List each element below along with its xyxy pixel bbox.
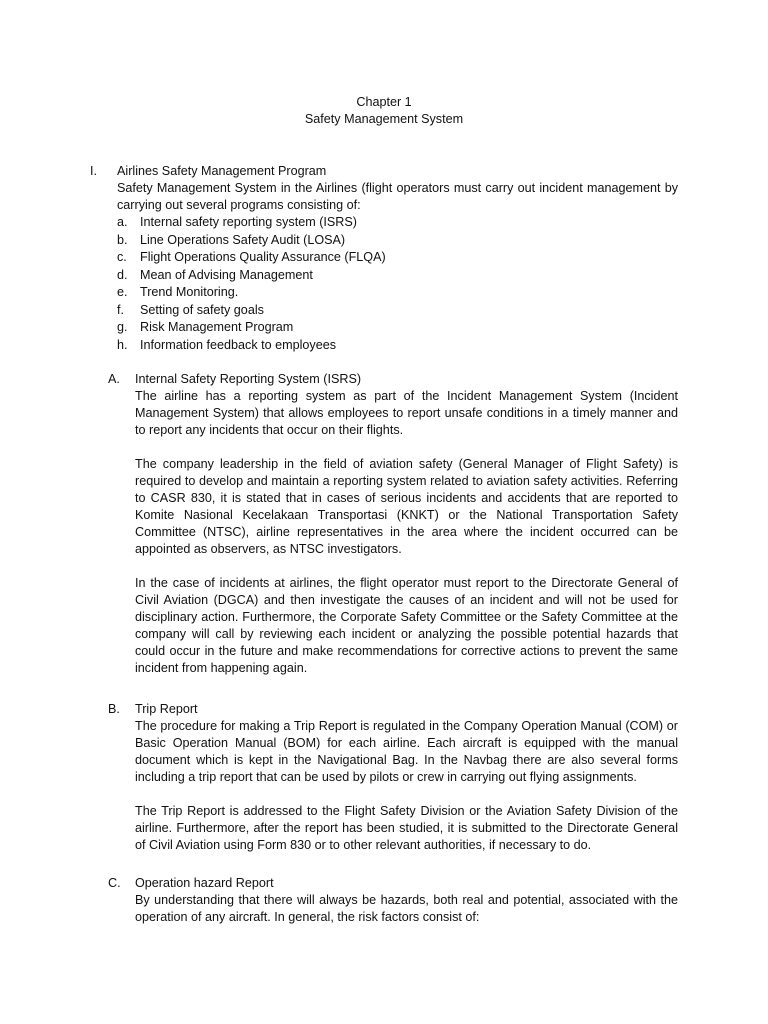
section-intro: Safety Management System in the Airlines (flight operators must carry out incident management by carrying out several programs consisting of: [117, 181, 678, 212]
list-marker: g. [117, 320, 128, 334]
list-item-text: Internal safety reporting system (ISRS) [140, 215, 357, 229]
subsection-marker: B. [108, 702, 120, 716]
section-airlines-safety-program [90, 163, 678, 354]
list-marker: a. [117, 215, 128, 229]
paragraph: The airline has a reporting system as part of the Incident Management System (Incident Management System) that allows employees to report unsafe conditions in a timely manner and to report any incidents that occur on their flights. [135, 389, 678, 437]
chapter-title: Safety Management System [304, 112, 464, 126]
section-heading: Airlines Safety Management Program [117, 164, 327, 178]
list-item [117, 284, 678, 302]
list-item [117, 337, 678, 355]
subsection-trip-report [108, 701, 678, 854]
chapter-heading [0, 94, 768, 128]
subsection-marker: A. [108, 372, 120, 386]
list-item [117, 232, 678, 250]
list-item [117, 302, 678, 320]
section-marker: I. [90, 164, 97, 178]
subsection-operation-hazard-report [108, 875, 678, 926]
list-marker: b. [117, 232, 128, 247]
list-item-text: Risk Management Program [140, 320, 294, 334]
list-item-text: Line Operations Safety Audit (LOSA) [140, 232, 346, 247]
list-item [117, 214, 678, 232]
subsection-heading: Trip Report [135, 702, 198, 716]
subsection-isrs [108, 371, 678, 677]
chapter-number: Chapter 1 [356, 95, 412, 109]
paragraph: The procedure for making a Trip Report is regulated in the Company Operation Manual (COM) or Basic Operation Manual (BOM) for each airline. Each aircraft is equipped with the manual document which is kept in the Navigational Bag. In the Navbag there are also several forms including a trip report that can be used by pilots or crew in carrying out flying assignments. [135, 719, 678, 784]
list-item [117, 267, 678, 285]
list-marker: e. [117, 285, 128, 299]
list-item-text: Trend Monitoring. [140, 285, 239, 299]
list-item-text: Mean of Advising Management [140, 267, 313, 282]
paragraph: The company leadership in the field of aviation safety (General Manager of Flight Safety) is required to develop and maintain a reporting system related to aviation safety activities. Referring to CASR 830, it is stated that in cases of serious incidents and accidents that are reported to Komite Nasional Kecelakaan Transportasi (KNKT) or the National Transportation Safety Committee (NTSC), airline representatives in the area where the incident occurred can be appointed as observers, as NTSC investigators. [135, 457, 678, 556]
paragraph: In the case of incidents at airlines, the flight operator must report to the Directorate General of Civil Aviation (DGCA) and then investigate the causes of an incident and will not be used for disciplinary action. Furthermore, the Corporate Safety Committee or the Safety Committee at the company will call by reviewing each incident or analyzing the possible potential hazards that could occur in the future and make recommendations for corrective actions to prevent the same incident from happening again. [135, 576, 678, 675]
list-marker: f. [117, 302, 124, 317]
list-item-text: Information feedback to employees [140, 337, 337, 352]
subsection-heading: Operation hazard Report [135, 876, 274, 890]
program-list [117, 214, 678, 354]
list-marker: d. [117, 267, 128, 282]
list-item [117, 249, 678, 267]
subsection-heading: Internal Safety Reporting System (ISRS) [135, 372, 362, 386]
list-item-text: Setting of safety goals [140, 302, 264, 317]
subsection-marker: C. [108, 876, 121, 890]
list-item [117, 319, 678, 337]
paragraph: By understanding that there will always be hazards, both real and potential, associated with the operation of any aircraft. In general, the risk factors consist of: [135, 893, 678, 924]
paragraph: The Trip Report is addressed to the Flight Safety Division or the Aviation Safety Division of the airline. Furthermore, after the report has been studied, it is submitted to the Directorate General of Civil Aviation using Form 830 or to other relevant authorities, if necessary to do. [135, 804, 678, 852]
list-marker: c. [117, 250, 127, 264]
list-marker: h. [117, 337, 128, 352]
list-item-text: Flight Operations Quality Assurance (FLQA) [140, 250, 386, 264]
